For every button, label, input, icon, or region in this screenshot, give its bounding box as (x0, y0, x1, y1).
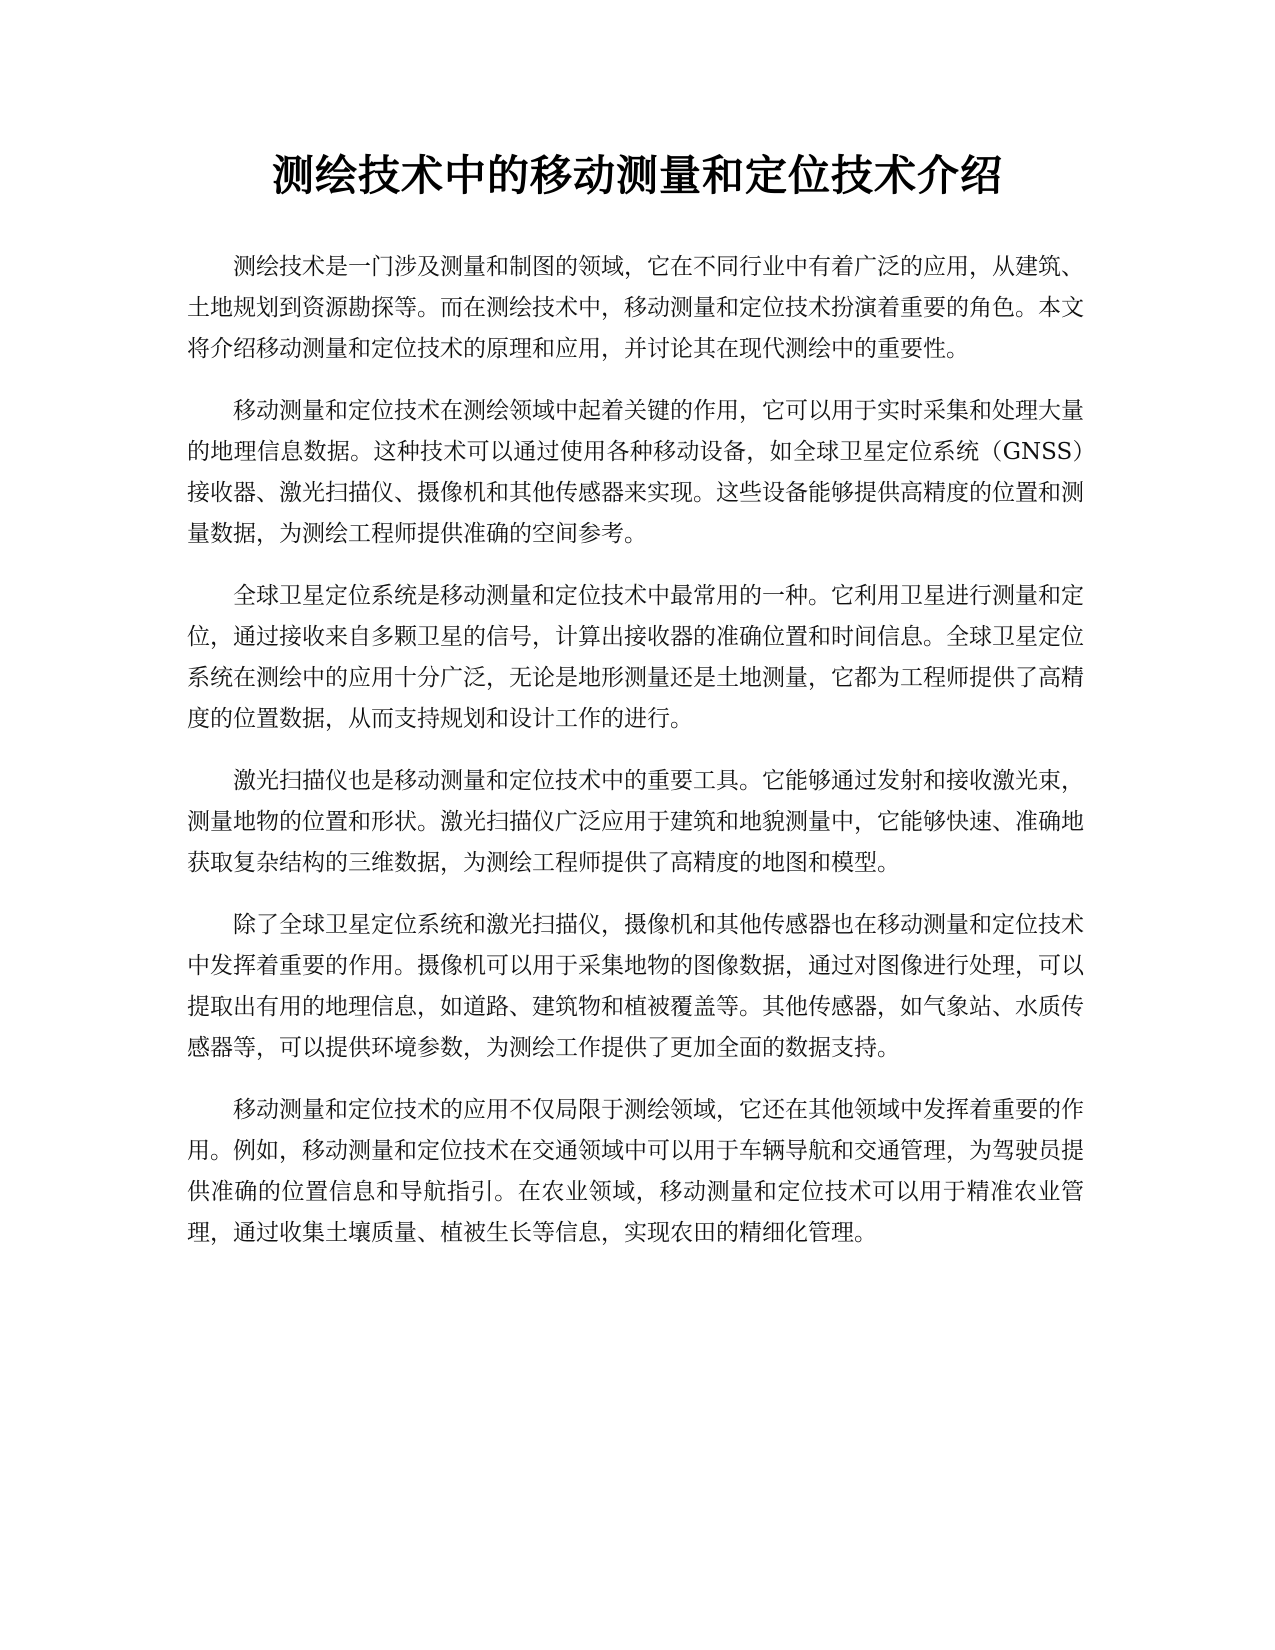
document-title: 测绘技术中的移动测量和定位技术介绍 (271, 151, 1003, 200)
paragraph-5: 除了全球卫星定位系统和激光扫描仪，摄像机和其他传感器也在移动测量和定位技术中发挥着重要的作用。摄像机可以用于采集地物的图像数据，通过对图像进行处理，可以提取出有用的地理信息，如道路、建筑物和植被覆盖等。其他传感器，如气象站、水质传感器等，可以提供环境参数，为测绘工作提供了更加全面的数据支持。 (187, 912, 1084, 1061)
paragraph-2: 移动测量和定位技术在测绘领域中起着关键的作用，它可以用于实时采集和处理大量的地理信息数据。这种技术可以通过使用各种移动设备，如全球卫星定位系统（GNSS）接收器、激光扫描仪、摄像机和其他传感器来实现。这些设备能够提供高精度的位置和测量数据，为测绘工程师提供准确的空间参考。 (187, 398, 1084, 547)
paragraph-3: 全球卫星定位系统是移动测量和定位技术中最常用的一种。它利用卫星进行测量和定位，通过接收来自多颗卫星的信号，计算出接收器的准确位置和时间信息。全球卫星定位系统在测绘中的应用十分广泛，无论是地形测量还是土地测量，它都为工程师提供了高精度的位置数据，从而支持规划和设计工作的进行。 (187, 583, 1084, 732)
paragraph-6: 移动测量和定位技术的应用不仅局限于测绘领域，它还在其他领域中发挥着重要的作用。例如，移动测量和定位技术在交通领域中可以用于车辆导航和交通管理，为驾驶员提供准确的位置信息和导航指引。在农业领域，移动测量和定位技术可以用于精准农业管理，通过收集土壤质量、植被生长等信息，实现农田的精细化管理。 (187, 1097, 1084, 1246)
document-body (187, 247, 1084, 1275)
paragraph-4: 激光扫描仪也是移动测量和定位技术中的重要工具。它能够通过发射和接收激光束，测量地物的位置和形状。激光扫描仪广泛应用于建筑和地貌测量中，它能够快速、准确地获取复杂结构的三维数据，为测绘工程师提供了高精度的地图和模型。 (187, 768, 1084, 876)
paragraph-1: 测绘技术是一门涉及测量和制图的领域，它在不同行业中有着广泛的应用，从建筑、土地规划到资源勘探等。而在测绘技术中，移动测量和定位技术扮演着重要的角色。本文将介绍移动测量和定位技术的原理和应用，并讨论其在现代测绘中的重要性。 (187, 254, 1084, 362)
